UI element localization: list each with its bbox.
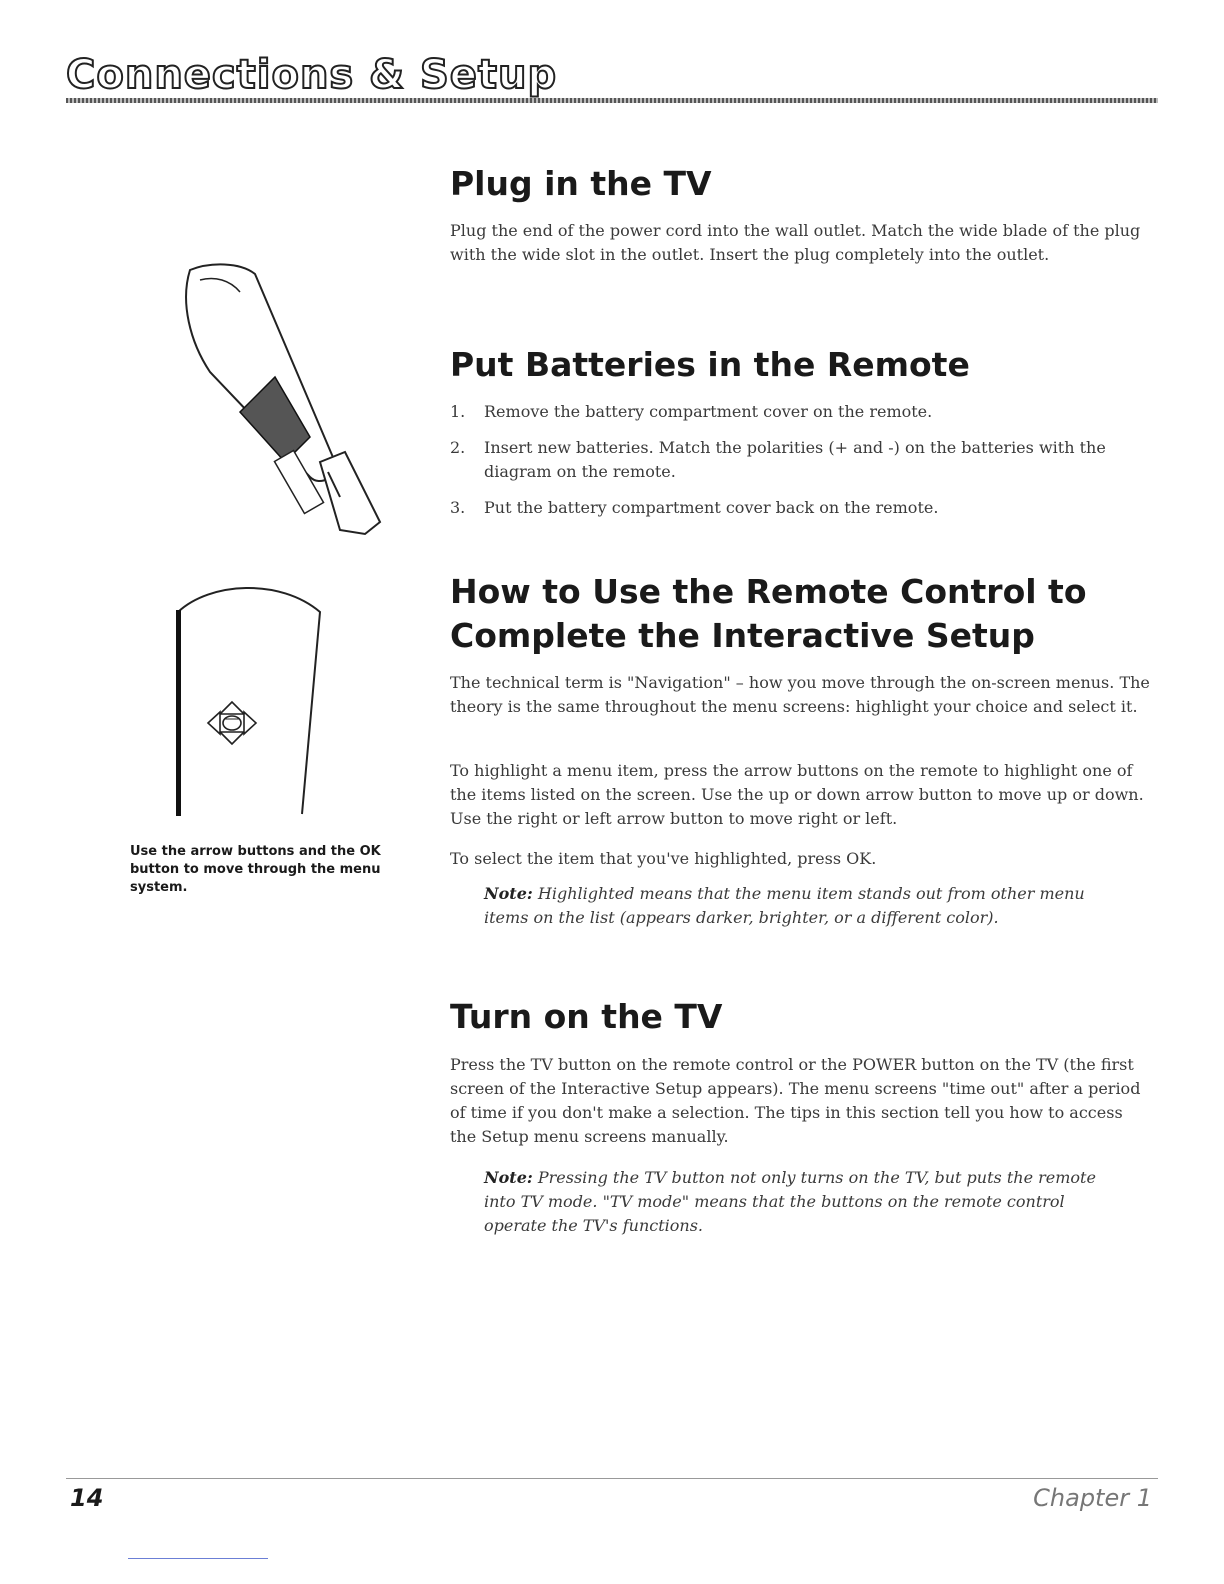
battery-step-2: 2. Insert new batteries. Match the polarities (+ and -) on the batteries with the diagram on the remote. <box>450 438 1106 481</box>
ok-button-icon <box>223 716 241 730</box>
note-text: Pressing the TV button not only turns on the TV, but puts the remote into TV mode. "TV mode" means that the buttons on the remote control operate the TV's functions. <box>484 1168 1096 1235</box>
heading-turn-on-tv: Turn on the TV <box>450 997 723 1036</box>
note-text: Highlighted means that the menu item stands out from other menu items on the list (appears darker, brighter, or a different color). <box>484 884 1085 927</box>
turn-on-tv-text: Press the TV button on the remote control or the POWER button on the TV (the first screen of the Interactive Setup appears). The menu screens "time out" after a period of time if you don't make a selection. The tips in this section tell you how to access the Setup menu screens manually. <box>450 1055 1141 1146</box>
remote-arrow-buttons-illustration <box>170 582 330 818</box>
note-label: Note: <box>484 1168 533 1187</box>
heading-plug-in-tv: Plug in the TV <box>450 164 712 203</box>
footer-rule <box>66 1478 1158 1479</box>
remote-battery-illustration <box>170 262 410 542</box>
left-arrow-icon <box>208 712 220 734</box>
plug-in-tv-text: Plug the end of the power cord into the wall outlet. Match the wide blade of the plug with the wide slot in the outlet. Insert the plug completely into the outlet. <box>450 221 1141 264</box>
note-label: Note: <box>484 884 533 903</box>
down-arrow-icon <box>220 732 244 744</box>
up-arrow-icon <box>220 702 244 714</box>
chapter-label: Chapter 1 <box>1033 1484 1152 1512</box>
page-header-title: Connections & Setup <box>66 52 558 98</box>
battery-step-1: 1. Remove the battery compartment cover on the remote. <box>450 402 933 421</box>
navigation-paragraph-2: To highlight a menu item, press the arrow buttons on the remote to highlight one of the items listed on the screen. Use the up or down arrow button to move up or down. Use the right or left arrow button to move right or left. <box>450 761 1144 828</box>
turn-on-tv-note <box>484 1166 1124 1238</box>
battery-step-3: 3. Put the battery compartment cover back on the remote. <box>450 498 939 517</box>
navigation-paragraph-1: The technical term is "Navigation" – how you move through the on-screen menus. The theory is the same throughout the menu screens: highlight your choice and select it. <box>450 673 1150 716</box>
heading-put-batteries: Put Batteries in the Remote <box>450 345 970 384</box>
navigation-paragraph-3: To select the item that you've highlighted, press OK. <box>450 849 877 868</box>
page-number: 14 <box>70 1484 104 1512</box>
bottom-link-underline <box>128 1558 268 1559</box>
heading-remote-line1: How to Use the Remote Control to <box>450 572 1087 611</box>
header-rule <box>66 98 1158 103</box>
right-arrow-icon <box>244 712 256 734</box>
navigation-note <box>484 882 1124 930</box>
heading-remote-line2: Complete the Interactive Setup <box>450 616 1035 655</box>
remote-image-caption: Use the arrow buttons and the OK button to move through the menu system. <box>130 844 381 895</box>
